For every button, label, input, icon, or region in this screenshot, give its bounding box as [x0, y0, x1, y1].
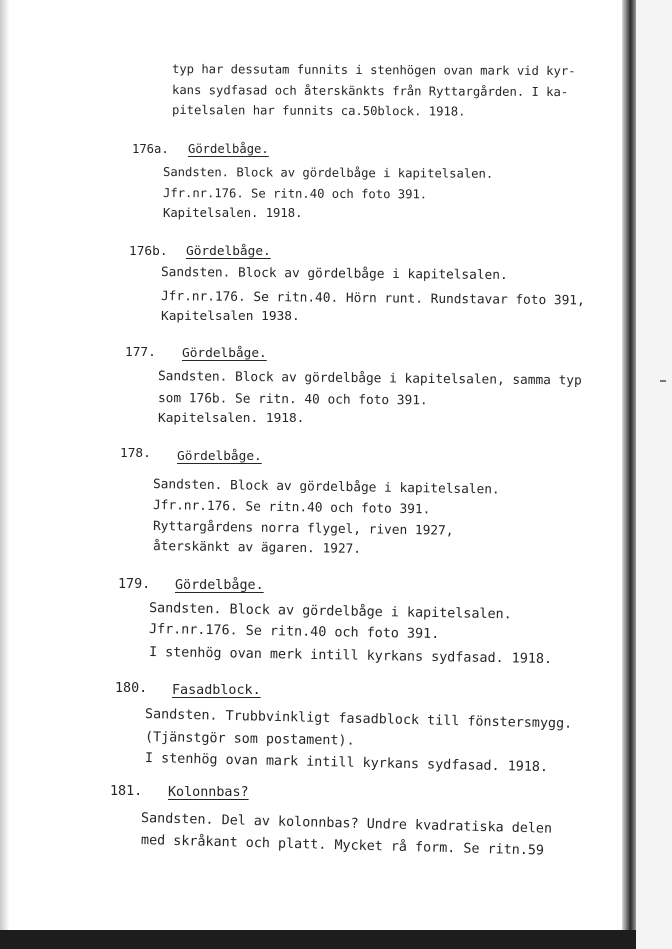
entry-line: I stenhög ovan merk intill kyrkans sydfasad. 1918. — [148, 645, 553, 668]
intro-line: typ har dessutam funnits i stenhögen ovan mark vid kyr- — [171, 62, 576, 79]
entry-line: Kapitelsalen. 1918. — [163, 206, 303, 220]
entry-line: Sandsten. Block av gördelbåge i kapitelsalen. — [160, 265, 508, 284]
entry-title: Gördelbåge. — [177, 449, 262, 464]
entry-title: Fasadblock. — [172, 683, 261, 698]
entry-number: 181. — [110, 784, 143, 799]
entry-line: återskänkt av ägaren. 1927. — [152, 539, 362, 557]
entry-title: Gördelbåge. — [186, 244, 271, 259]
entry-line: Ryttargårdens norra flygel, riven 1927, — [152, 519, 454, 539]
entry-title: Gördelbåge. — [182, 346, 267, 361]
entry-line: Sandsten. Block av gördelbåge i kapitelsalen. — [152, 477, 500, 498]
intro-line: pitelsalen har funnits ca.50block. 1918. — [171, 103, 466, 119]
entry-title: Gördelbåge. — [188, 142, 269, 156]
margin-mark — [660, 380, 666, 382]
entry-title: Kolonnbas? — [168, 785, 249, 800]
page-left-edge — [0, 0, 9, 949]
entry-line: Kapitelsalen 1938. — [161, 309, 300, 324]
entry-line: Sandsten. Block av gördelbåge i kapitelsalen. — [162, 165, 494, 181]
entry-number: 178. — [120, 446, 151, 461]
entry-number: 176a. — [132, 142, 169, 156]
entry-line: I stenhög ovan mark intill kyrkans sydfasad. 1918. — [144, 751, 549, 776]
entry-number: 176b. — [129, 244, 168, 259]
entry-line: Jfr.nr.176. Se ritn.40 och foto 391. — [148, 622, 440, 643]
entry-line: Sandsten. Block av gördelbåge i kapitelsalen, samma typ — [157, 369, 582, 389]
entry-line: Kapitelsalen. 1918. — [158, 411, 305, 426]
entry-line: Jfr.nr.176. Se ritn.40. Hörn runt. Rundstavar foto 391, — [160, 289, 585, 309]
entry-title: Gördelbåge. — [175, 578, 264, 593]
adjacent-page-strip — [636, 0, 672, 949]
entry-number: 177. — [125, 345, 156, 360]
binding-shadow — [622, 0, 636, 949]
entry-line: Sandsten. Del av kolonnbas? Undre kvadratiska delen — [140, 811, 553, 837]
intro-line: kans sydfasad och återskänkts från Ryttargården. I ka- — [171, 83, 569, 100]
entry-line: Jfr.nr.176. Se ritn.40 och foto 391. — [152, 498, 431, 518]
entry-line: Jfr.nr.176. Se ritn.40 och foto 391. — [162, 186, 428, 202]
entry-line: Sandsten. Block av gördelbåge i kapitelsalen. — [148, 601, 512, 623]
entry-number: 180. — [115, 681, 148, 696]
entry-line: som 176b. Se ritn. 40 och foto 391. — [157, 391, 428, 409]
scan-bottom-edge — [0, 930, 636, 949]
entry-line: med skråkant och platt. Mycket rå form. Se ritn.59 — [140, 833, 545, 859]
entry-number: 179. — [118, 577, 151, 592]
entry-line: Sandsten. Trubbvinkligt fasadblock till fönstersmygg. — [144, 707, 573, 732]
entry-line: (Tjänstgör som postament). — [144, 730, 355, 749]
